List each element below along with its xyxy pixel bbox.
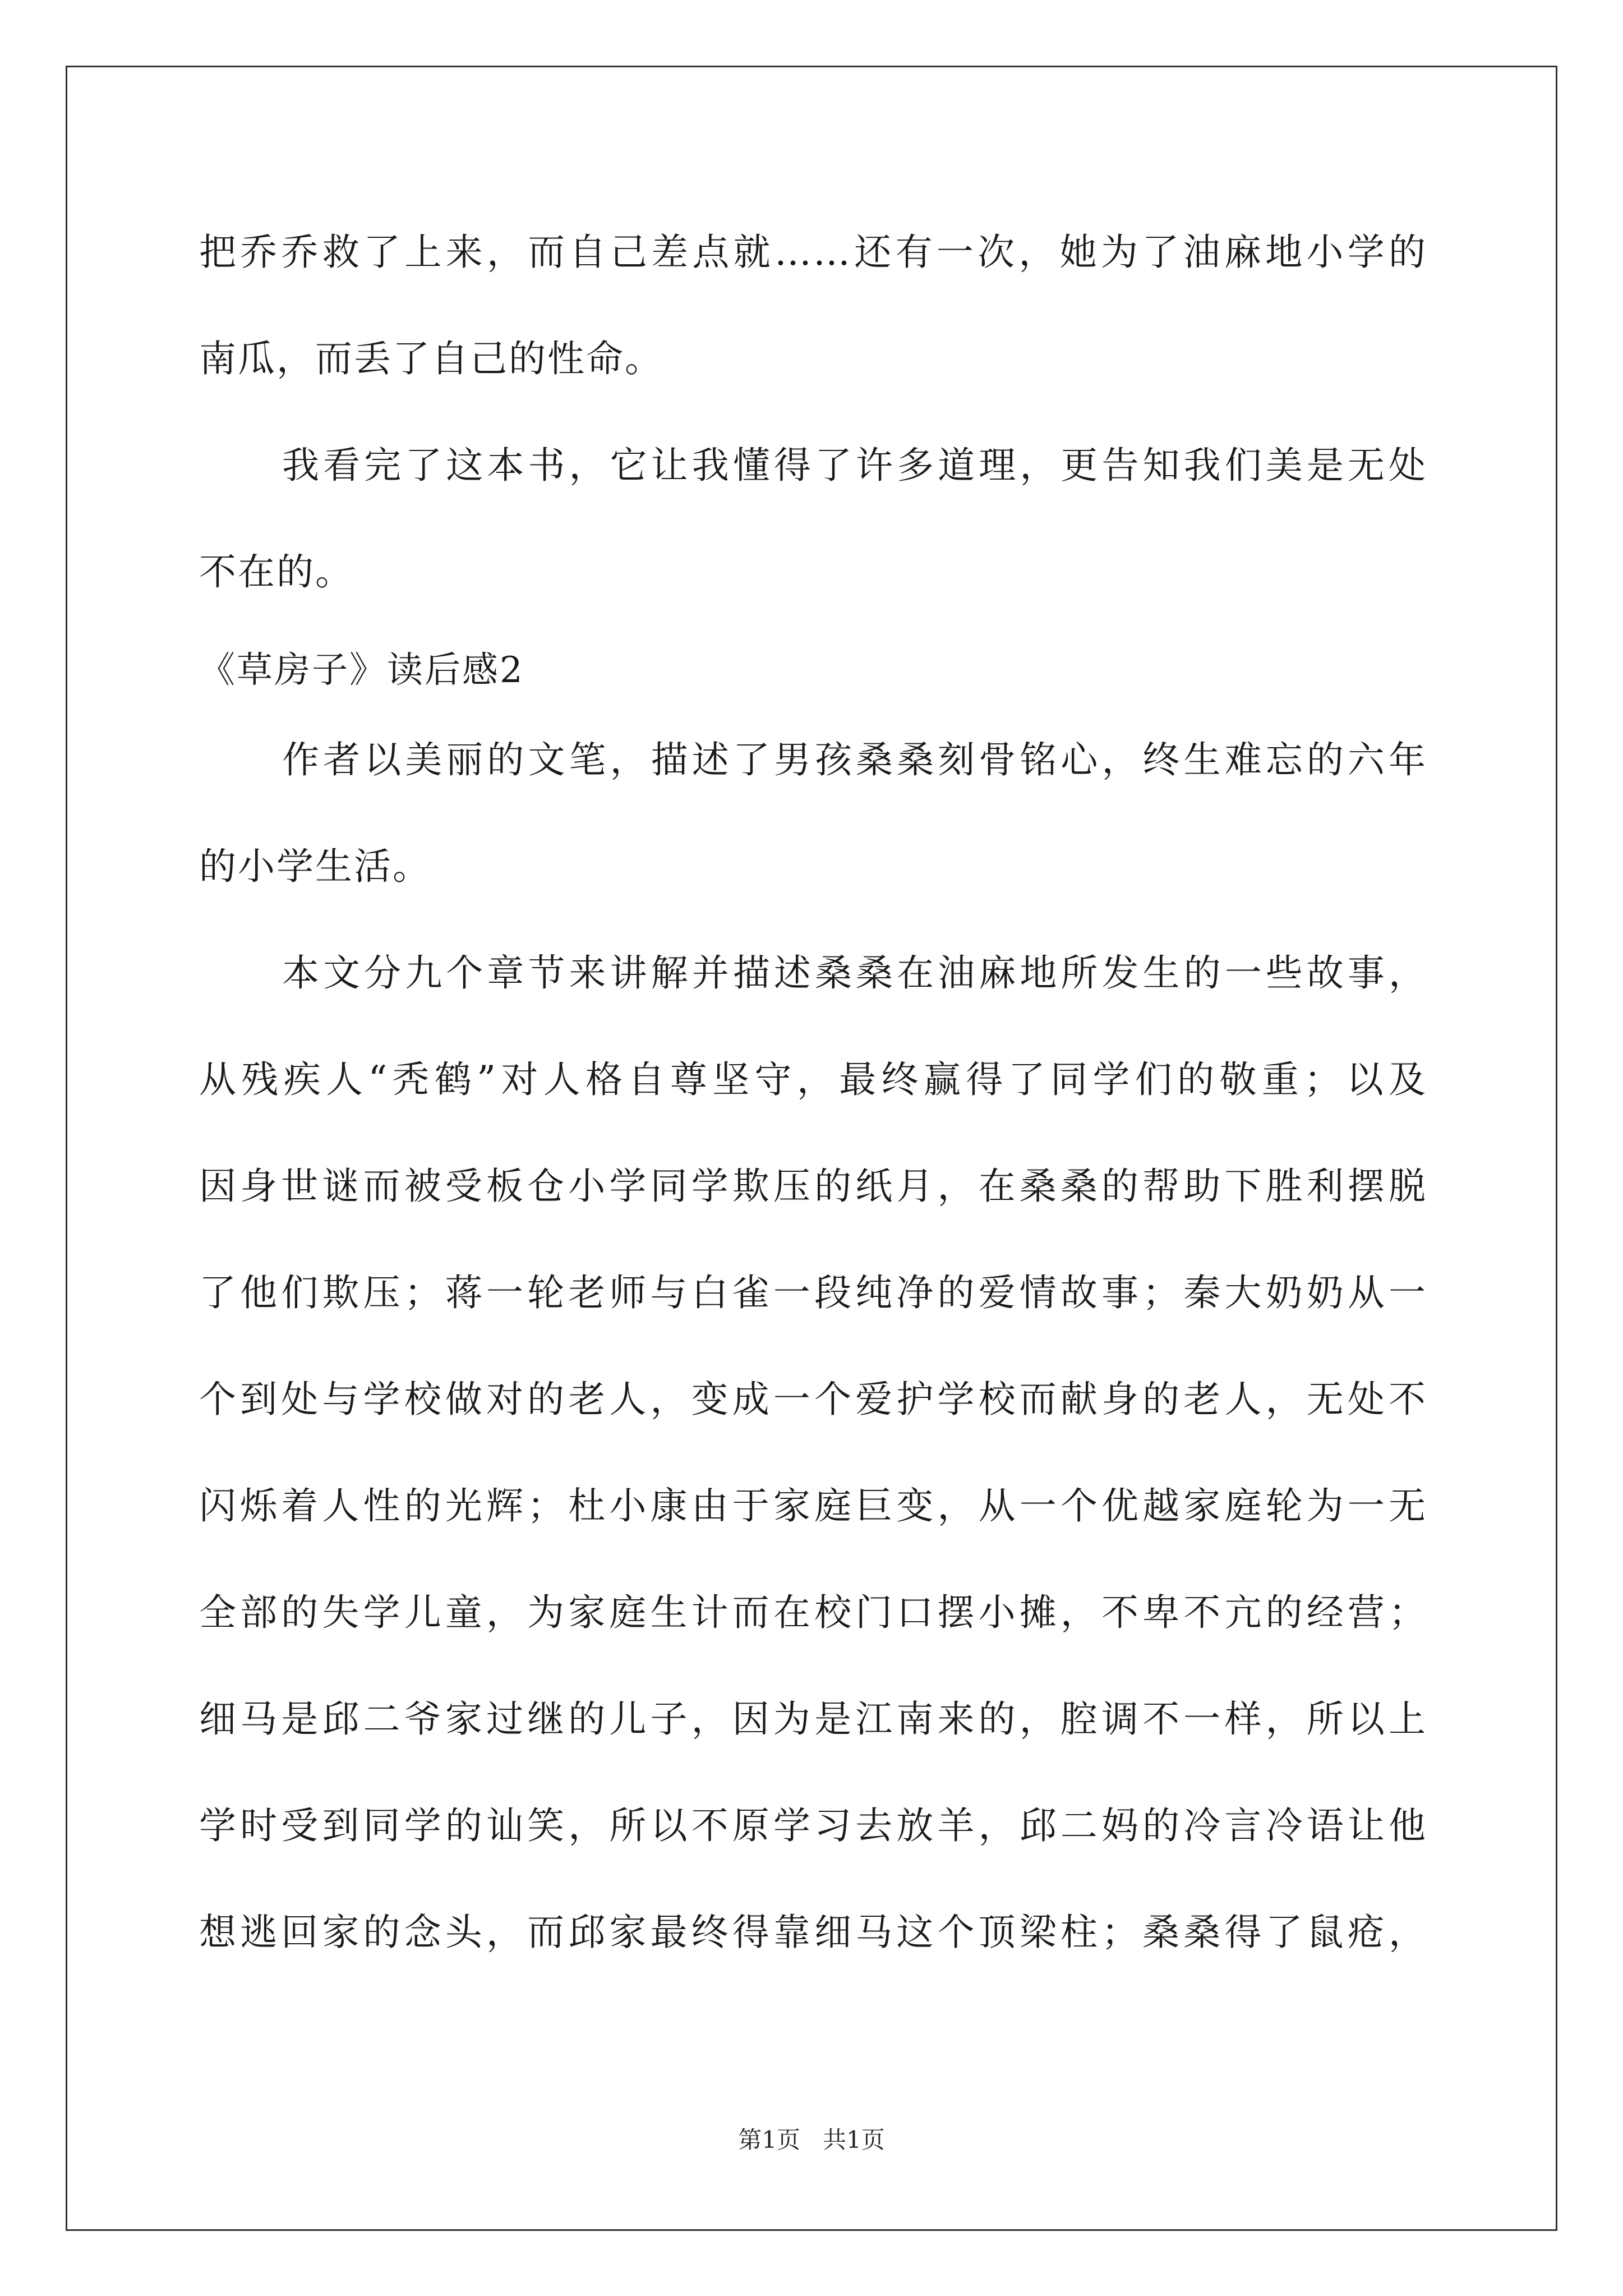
text-line: 细马是邱二爷家过继的儿子，因为是江南来的，腔调不一样，所以上 <box>199 1697 1427 1741</box>
paragraph-start: 本文分九个章节来讲解并描述桑桑在油麻地所发生的一些故事， <box>282 951 1427 995</box>
text-line: 从残疾人“秃鹤”对人格自尊坚守，最终赢得了同学们的敬重；以及 <box>199 1058 1427 1101</box>
text-line: 南瓜，而丢了自己的性命。 <box>199 337 663 380</box>
page-number-footer: 第1页 共1页 <box>738 2126 885 2154</box>
text-line: 学时受到同学的讪笑，所以不原学习去放羊，邱二妈的冷言冷语让他 <box>199 1804 1427 1847</box>
document-body <box>199 213 1427 2000</box>
text-line: 的小学生活。 <box>199 845 431 888</box>
text-line: 闪烁着人性的光辉；杜小康由于家庭巨变，从一个优越家庭轮为一无 <box>199 1484 1427 1527</box>
paragraph-start: 作者以美丽的文笔，描述了男孩桑桑刻骨铭心，终生难忘的六年 <box>282 738 1427 781</box>
text-line: 个到处与学校做对的老人，变成一个爱护学校而献身的老人，无处不 <box>199 1378 1427 1421</box>
text-line: 想逃回家的念头，而邱家最终得靠细马这个顶梁柱；桑桑得了鼠疮， <box>199 1911 1427 1954</box>
text-line: 不在的。 <box>199 550 354 593</box>
text-line: 因身世谜而被受板仓小学同学欺压的纸月，在桑桑的帮助下胜利摆脱 <box>199 1165 1427 1208</box>
text-line: 把乔乔救了上来，而自己差点就……还有一次，她为了油麻地小学的 <box>199 231 1427 274</box>
text-line: 全部的失学儿童，为家庭生计而在校门口摆小摊，不卑不亢的经营； <box>199 1591 1427 1634</box>
section-heading: 《草房子》读后感2 <box>199 650 524 691</box>
paragraph-start: 我看完了这本书，它让我懂得了许多道理，更告知我们美是无处 <box>282 444 1427 487</box>
text-line: 了他们欺压；蒋一轮老师与白雀一段纯净的爱情故事；秦大奶奶从一 <box>199 1271 1427 1314</box>
